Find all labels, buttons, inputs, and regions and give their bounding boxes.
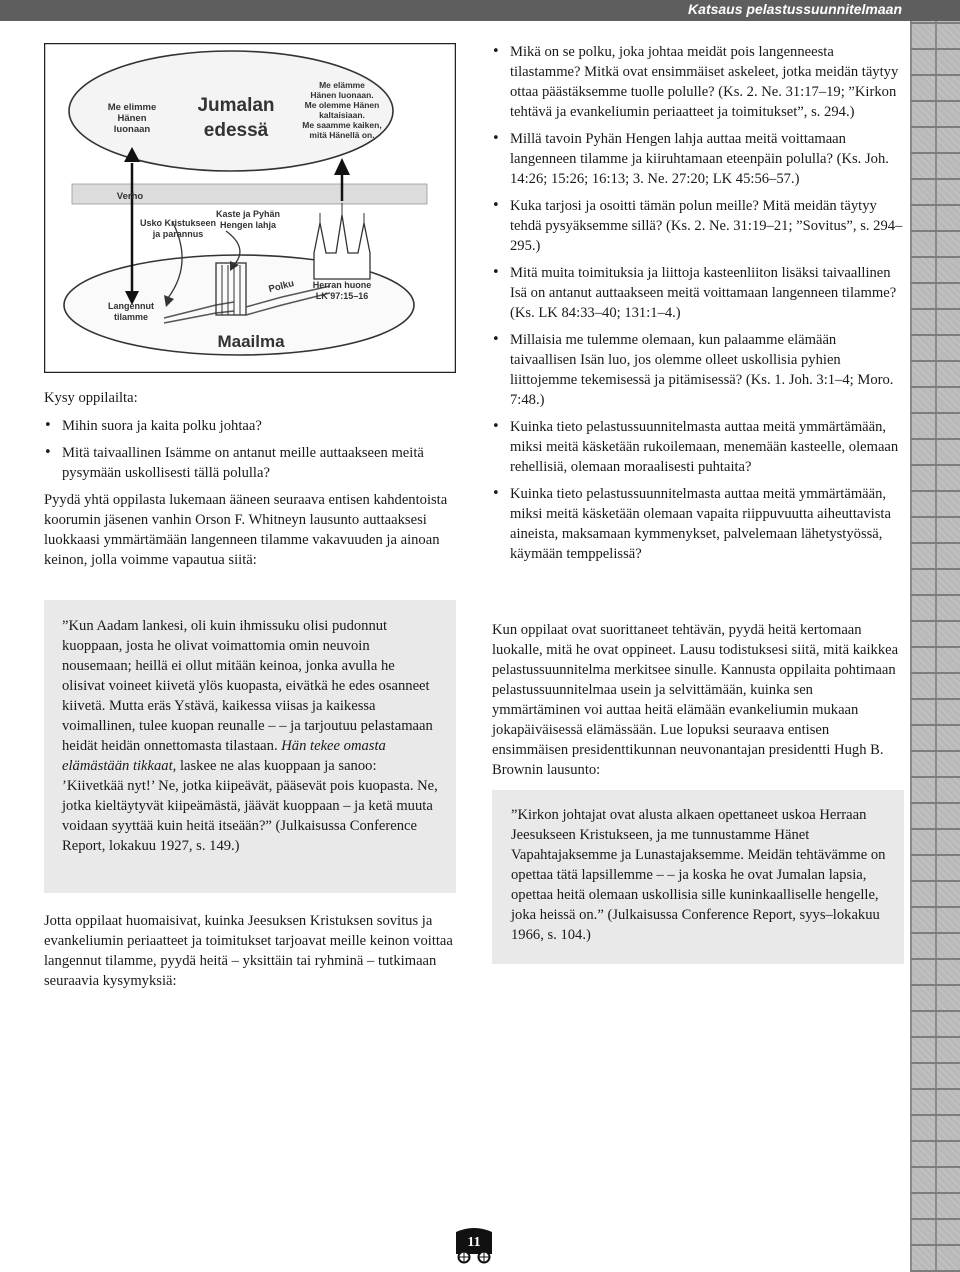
label-presence-of-god-2: edessä [203,120,269,141]
plan-of-salvation-diagram [44,43,456,373]
stone-wall-border [910,21,960,1272]
left-question-2: • Mitä taivaallinen Isämme on antanut meille auttaakseen meitä pysymään uskollisesti tällä polulla? [44,443,454,483]
page-number: 11 [467,1235,481,1250]
right-paragraph: Kun oppilaat ovat suorittaneet tehtävän, pyydä heitä kertomaan luokalle, mitä he ovat oppineet. Lausu todistuksesi siitä, mitä kaikkea pelastussuunnitelma merkitsee sinulle. Kannusta oppilaita pohtimaan pelastussuunnitelmaa usein ja selvittämään, kuinka sen ymmärtäminen voi auttaa heitä elämään evankeliumin mukaan jokapäiväisessä elämässään. Lue lopuksi seuraava entisen ensimmäisen presidenttikunnan neuvonantajan presidentti Hugh B. Brownin lausunto: [492,622,899,778]
left-question-1: • Mihin suora ja kaita polku johtaa? [44,416,454,436]
right-question-list [492,42,904,571]
label-fallen-state: Langennut tilamme [108,301,154,322]
right-question-3: • Kuka tarjosi ja osoitti tämän polun meille? Mitä meidän täytyy tehdä pysyäksemme sillä? (Ks. 2. Ne. 31:19–21; ”Sovitus”, s. 294–295.) [492,196,904,256]
left-paragraph-1: Pyydä yhtä oppilasta lukemaan ääneen seuraava entisen kahdentoista koorumin jäsenen vanhin Orson F. Whitneyn lausunto auttaaksesi luokkaasi ymmärtämään langenneen tilamme vakavuuden ja ainoan keinon, jolla voimme vapautua siitä: [44,492,448,568]
label-world: Maailma [217,332,285,351]
page-number-badge [452,1226,496,1264]
label-faith-repentance: Usko Kristukseen ja parannus [139,218,217,239]
diagram-svg [44,43,456,373]
label-baptism: Kaste ja Pyhän Hengen lahja [215,209,281,230]
left-paragraph-2: Jotta oppilaat huomaisivat, kuinka Jeesuksen Kristuksen sovitus ja evankeliumin periaatteet ja toimitukset tarjoavat meille keinon voittaa langennut tilamme, pyydä heitä – yksittäin tai ryhminä – tutkimaan seuraavia kysymyksiä: [44,913,453,989]
header-bar [0,0,960,21]
brown-quote-box [492,790,904,964]
right-question-2: • Millä tavoin Pyhän Hengen lahja auttaa meitä voittamaan langenneen tilamme ja kiiruhtamaan eteenpäin polulla? (Ks. Joh. 14:26; 15:26; 16:13; 3. Ne. 27:20; LK 45:56–57.) [492,129,904,189]
whitney-quote-text: ”Kun Aadam lankesi, oli kuin ihmissuku olisi pudonnut kuoppaan, josta he olivat voimattomia omin neuvoin nousemaan; heillä ei ollut mitään keinoa, jonka avulla he olisivat voineet kiivetä ylös kuopasta, eivätkä he edes osanneet kiivetä. Mutta eräs Ystävä, kaikessa viisas ja kaikessa voimallinen, tulee kuopan reunalle – – ja tarjoutuu pelastamaan heidät heidän onnettomasta tilastaan. Hän tekee omasta elämästään tikkaat, laskee ne alas kuoppaan ja sanoo: ’Kiivetkää nyt!’ Ne, jotka kiipeävät, pääsevät pois kuopasta. Ne, jotka kieltäytyvät kiipeämästä, jäävät kuoppaan – ja ketä muuta voidaan syyttää kuin heitä itseään?” (Julkaisussa Conference Report, lokakuu 1927, s. 149.) [62,618,438,854]
ask-students-heading: Kysy oppilailta: [44,390,138,406]
label-temple: Herran huone LK 97:15–16 [312,280,372,301]
right-question-1: • Mikä on se polku, joka johtaa meidät pois langenneesta tilastamme? Mitkä ovat ensimmäiset askeleet, jotka meidän täytyy ottaa päästäksemme tuolle polulle? (Ks. 2. Ne. 31:17–19; ”Kirkon tehtävä ja evankeliumin periaatteet ja toimitukset”, s. 294.) [492,42,904,122]
right-question-6: • Kuinka tieto pelastussuunnitelmasta auttaa meitä ymmärtämään, miksi meitä käsketään rukoilemaan, menemään kasteelle, olemaan rehellisiä, olemaan moraalisesti puhtaita? [492,417,904,477]
label-eternal-life: Me elämme Hänen luonaan. Me olemme Hänen kaltaisiaan. Me saamme kaiken, mitä Hänellä on. [302,80,382,140]
right-question-5: • Millaisia me tulemme olemaan, kun palaamme elämään taivaallisen Isän luo, jos olemme olleet uskollisia pyhien liittojemme tekemisessä ja pitämisessä? (Ks. 1. Joh. 3:1–4; Moro. 7:48.) [492,330,904,410]
right-question-7: • Kuinka tieto pelastussuunnitelmasta auttaa meitä ymmärtämään, miksi meitä käsketään olemaan vapaita riippuvuutta aiheuttavista aineista, maksamaan kymmenykset, palvelemaan lähetystyössä, käymään temppelissä? [492,484,904,564]
brown-quote-text: ”Kirkon johtajat ovat alusta alkaen opettaneet uskoa Herraan Jeesukseen Kristukseen, ja me tunnustamme Hänet Vapahtajaksemme ja Lunastajaksemme. Meidän tehtävämme on opettaa tätä lapsillemme – – ja koska he ovat Jumalan lapsia, opettaa heitä olemaan uskollisia sille kuninkaalliselle hengelle, joka heissä on.” (Julkaisussa Conference Report, syys–lokakuu 1966, s. 104.) [511,807,886,943]
label-path: Polku [267,278,296,296]
whitney-quote-box [44,600,456,893]
left-question-list [44,416,454,490]
wagon-icon [452,1226,496,1264]
label-lived-with-him: Me elimme Hänen luonaan [107,102,157,135]
header-title: Katsaus pelastussuunnitelmaan [688,1,902,17]
right-question-4: • Mitä muita toimituksia ja liittoja kasteenliiton lisäksi taivaallinen Isä on antanut auttaakseen meitä voittamaan langenneen tilamme? (Ks. LK 84:33–40; 131:1–4.) [492,263,904,323]
label-presence-of-god: Jumalan [197,95,275,116]
label-veil: Verho [116,191,144,202]
